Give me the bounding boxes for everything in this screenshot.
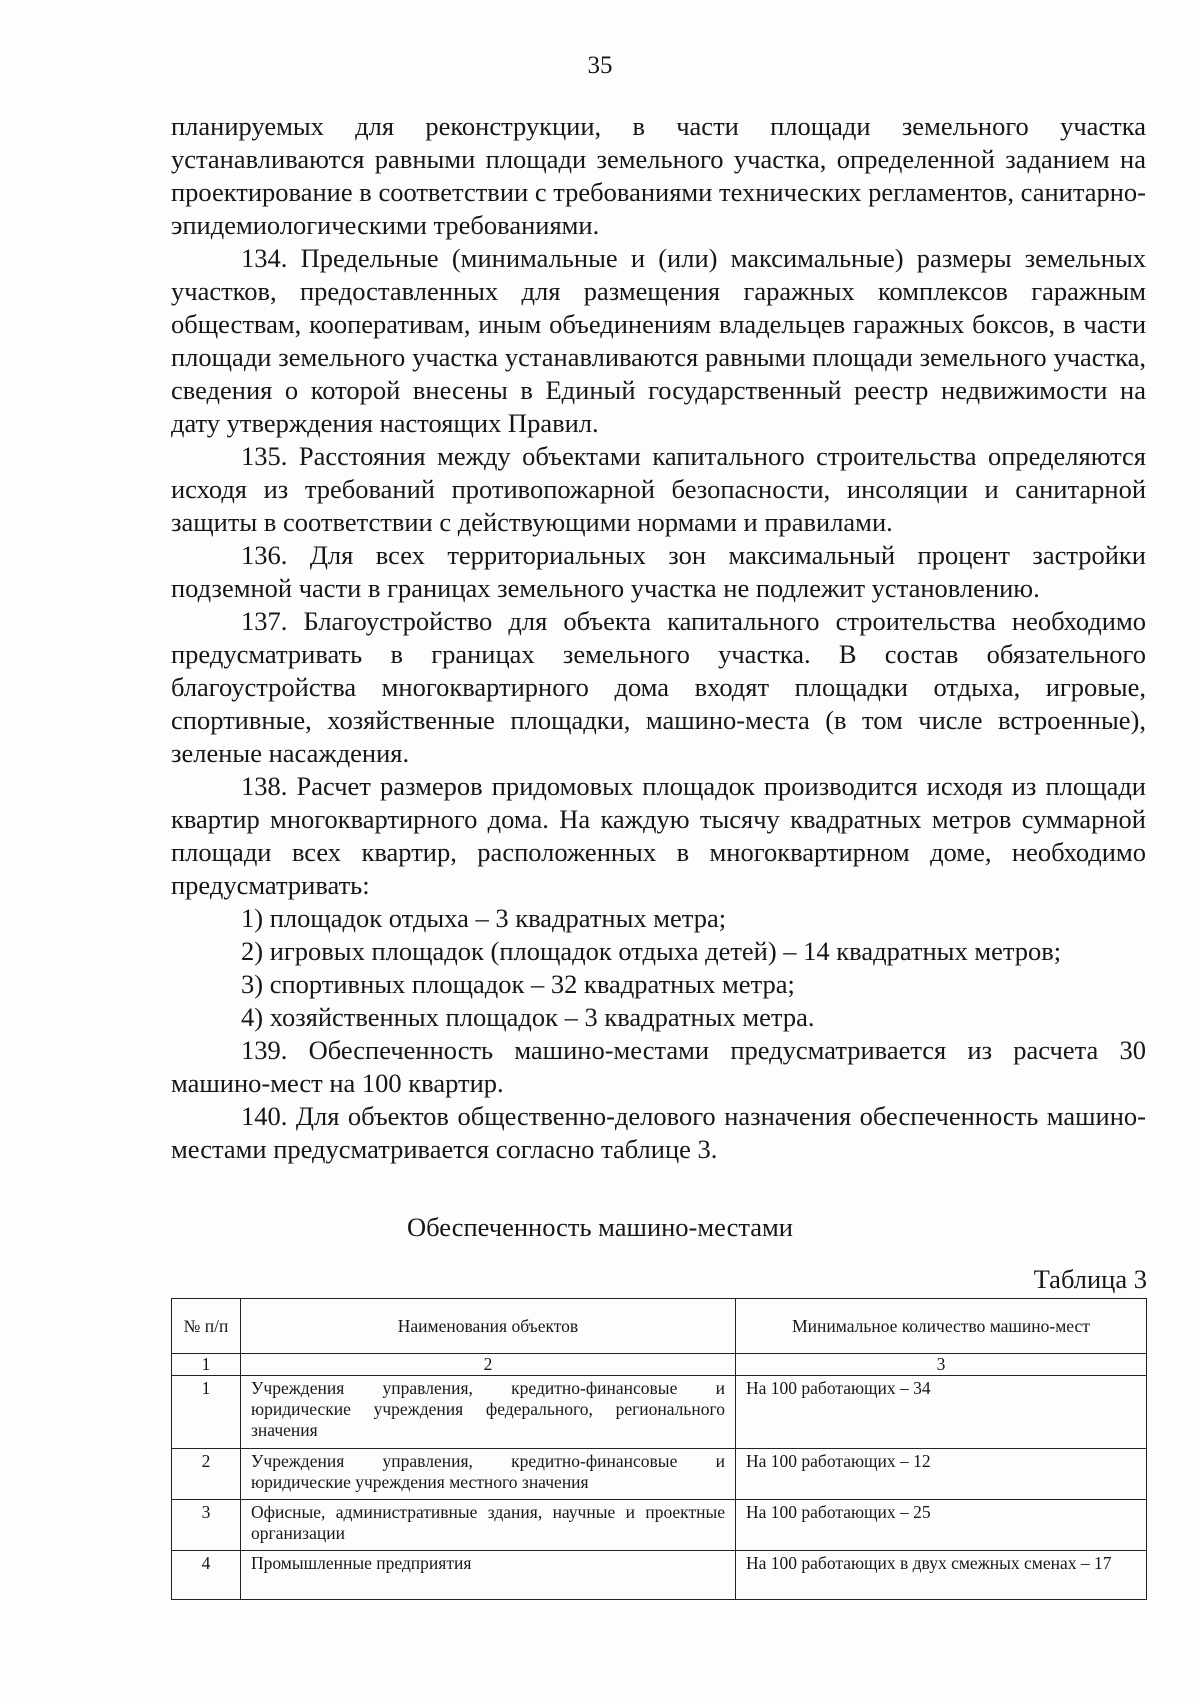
header-min: Минимальное количество машино-мест	[736, 1299, 1147, 1354]
table-header-row	[172, 1299, 1147, 1354]
paragraph-continuation: планируемых для реконструкции, в части площади земельного участка устанавливаются равными площади земельного участка, определенной заданием на проектирование в соответствии с требованиями технических регламентов, санитарно-эпидемиологическими требованиями.	[171, 111, 1146, 240]
row-name: Офисные, административные здания, научные и проектные организации	[241, 1500, 736, 1551]
page-number: 35	[587, 52, 613, 79]
row-num: 3	[172, 1500, 241, 1551]
header-name: Наименования объектов	[241, 1299, 736, 1354]
index-cell: 2	[241, 1354, 736, 1376]
row-num: 4	[172, 1551, 241, 1600]
row-num: 1	[172, 1376, 241, 1449]
table-index-row	[172, 1354, 1147, 1376]
index-cell: 3	[736, 1354, 1147, 1376]
table-title: Обеспеченность машино-местами	[407, 1212, 793, 1242]
paragraph-134: 134. Предельные (минимальные и (или) максимальные) размеры земельных участков, предоставленных для размещения гаражных комплексов гаражным обществам, кооперативам, иным объединениям владельцев гаражных боксов, в части площади земельного участка устанавливаются равными площади земельного участка, сведения о которой внесены в Единый государственный реестр недвижимости на дату утверждения настоящих Правил.	[171, 243, 1146, 438]
row-min: На 100 работающих – 34	[736, 1376, 1147, 1449]
parking-table	[171, 1298, 1147, 1600]
table-row	[172, 1376, 1147, 1449]
index-cell: 1	[172, 1354, 241, 1376]
table-label: Таблица 3	[1033, 1264, 1147, 1294]
paragraph-137: 137. Благоустройство для объекта капитального строительства необходимо предусматривать в границах земельного участка. В состав обязательного благоустройства многоквартирного дома входят площадки отдыха, игровые, спортивные, хозяйственные площадки, машино-места (в том числе встроенные), зеленые насаждения.	[171, 606, 1146, 768]
table-row	[172, 1449, 1147, 1500]
table-row	[172, 1500, 1147, 1551]
paragraph-136: 136. Для всех территориальных зон максимальный процент застройки подземной части в границах земельного участка не подлежит установлению.	[171, 540, 1146, 603]
paragraph-139: 139. Обеспеченность машино-местами предусматривается из расчета 30 машино-мест на 100 квартир.	[171, 1035, 1146, 1098]
row-min: На 100 работающих – 25	[736, 1500, 1147, 1551]
row-name: Учреждения управления, кредитно-финансовые и юридические учреждения местного значения	[241, 1449, 736, 1500]
table-row	[172, 1551, 1147, 1600]
list-item: 4) хозяйственных площадок – 3 квадратных метра.	[241, 1002, 815, 1032]
paragraph-135: 135. Расстояния между объектами капитального строительства определяются исходя из требований противопожарной безопасности, инсоляции и санитарной защиты в соответствии с действующими нормами и правилами.	[171, 441, 1146, 537]
paragraph-138: 138. Расчет размеров придомовых площадок производится исходя из площади квартир многоквартирного дома. На каждую тысячу квадратных метров суммарной площади всех квартир, расположенных в многоквартирном доме, необходимо предусматривать:	[171, 771, 1146, 900]
row-num: 2	[172, 1449, 241, 1500]
row-name: Промышленные предприятия	[241, 1551, 736, 1600]
list-item: 3) спортивных площадок – 32 квадратных метра;	[241, 969, 795, 999]
paragraph-140: 140. Для объектов общественно-делового назначения обеспеченность машино-местами предусматривается согласно таблице 3.	[171, 1101, 1146, 1164]
body-text	[171, 110, 1146, 1166]
header-num: № п/п	[172, 1299, 241, 1354]
list-item: 1) площадок отдыха – 3 квадратных метра;	[241, 903, 727, 933]
row-min: На 100 работающих в двух смежных сменах – 17	[736, 1551, 1147, 1600]
row-min: На 100 работающих – 12	[736, 1449, 1147, 1500]
list-item: 2) игровых площадок (площадок отдыха детей) – 14 квадратных метров;	[241, 936, 1062, 966]
row-name: Учреждения управления, кредитно-финансовые и юридические учреждения федерального, регионального значения	[241, 1376, 736, 1449]
